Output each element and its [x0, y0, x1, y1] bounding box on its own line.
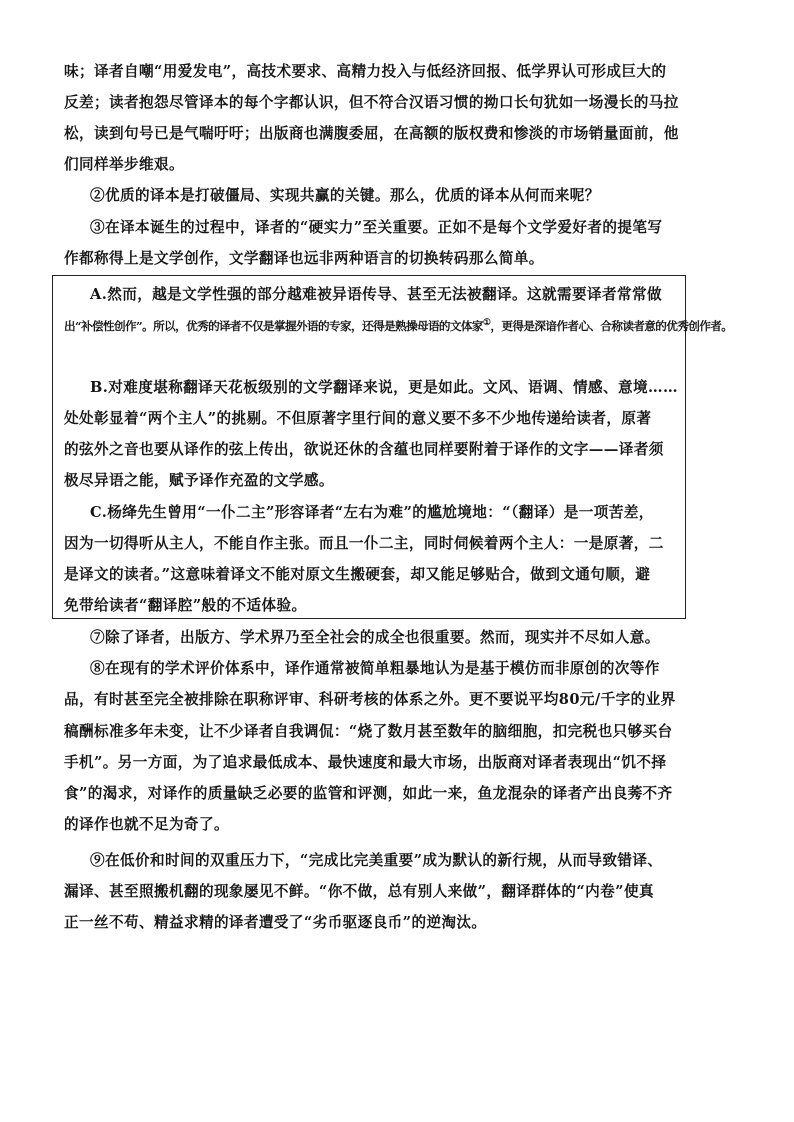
- text-segment: ，更得是深谙作者心、合称读者意的优秀创作者。: [490, 319, 733, 333]
- text-line: 味；译者自嘲“用爱发电”，高技术要求、高精力投入与低经济回报、低学界认可形成巨大的: [64, 63, 667, 80]
- text-line: 因为一切得听从主人，不能自作主张。而且一仆二主，同时伺候着两个主人：一是原著，二: [64, 535, 664, 552]
- text-line: 反差；读者抱怨尽管译本的每个字都认识，但不符合汉语习惯的拗口长句犹如一场漫长的马拉: [64, 94, 679, 111]
- text-line: 的弦外之音也要从译作的弦上传出，欲说还休的含蕴也同样要附着于译作的文字——译者须: [64, 441, 664, 458]
- text-line: ③在译本诞生的过程中，译者的“硬实力”至关重要。正如不是每个文学爱好者的提笔写: [90, 219, 663, 236]
- text-line: 漏译、甚至照搬机翻的现象屡见不鲜。“你不做，总有别人来做”，翻译群体的“内卷”使真: [64, 883, 654, 900]
- text-line: 松，读到句号已是气喘吁吁；出版商也满腹委屈，在高额的版权费和惨淡的市场销量面前，他: [64, 125, 679, 142]
- text-line: 免带给读者“翻译腔”般的不适体验。: [64, 597, 307, 614]
- text-line: 极尽异语之能，赋予译作充盈的文学感。: [64, 472, 334, 489]
- text-line: 正一丝不苟、精益求精的译者遭受了“劣币驱逐良币”的逆淘汰。: [64, 914, 487, 931]
- text-line: 的译作也就不足为奇了。: [64, 816, 229, 833]
- text-line: 处处彰显着“两个主人”的挑剔。不但原著字里行间的意义要不多不少地传递给读者，原著: [64, 410, 652, 427]
- text-line: B.对难度堪称翻译天花板级别的文学翻译来说，更是如此。文风、语调、情感、意境……: [90, 379, 678, 396]
- text-line: 手机”。另一方面，为了追求最低成本、最快速度和最大市场，出版商对译者表现出“饥不择: [64, 754, 667, 771]
- text-line: C.杨绛先生曾用“一仆二主”形容译者“左右为难”的尴尬境地：“（翻译）是一项苦差，: [90, 504, 654, 521]
- text-line: ⑨在低价和时间的双重压力下，“完成比完美重要”成为默认的新行规，从而导致错译、: [90, 852, 663, 869]
- text-line: 是译文的读者。”这意味着译文不能对原文生搬硬套，却又能足够贴合，做到文通句顺，避: [64, 566, 651, 583]
- text-line: ②优质的译本是打破僵局、实现共赢的关键。那么，优质的译本从何而来呢？: [90, 187, 600, 204]
- text-line: [64, 316, 732, 336]
- text-line: A.然而，越是文学性强的部分越难被异语传导、甚至无法被翻译。这就需要译者常常做: [90, 286, 662, 303]
- text-line: 稿酬标准多年未变，让不少译者自我调侃：“烧了数月甚至数年的脑细胞，扣完税也只够买台: [64, 723, 673, 740]
- text-line: ⑦除了译者，出版方、学术界乃至全社会的成全也很重要。然而，现实并不尽如人意。: [90, 629, 660, 646]
- footnote-marker: ①: [482, 318, 491, 329]
- text-line: 作都称得上是文学创作，文学翻译也远非两种语言的切换转码那么简单。: [64, 250, 544, 267]
- text-line: 们同样举步维艰。: [64, 156, 184, 173]
- text-line: ⑧在现有的学术评价体系中，译作通常被简单粗暴地认为是基于模仿而非原创的次等作: [90, 660, 660, 677]
- text-segment: 出“补偿性创作”。所以，优秀的译者不仅是掌握外语的专家，还得是熟操母语的文体家: [64, 319, 483, 333]
- text-line: 食”的渴求，对译作的质量缺乏必要的监管和评测，如此一来，鱼龙混杂的译者产出良莠不齐: [64, 785, 673, 802]
- text-line: 品，有时甚至完全被排除在职称评审、科研考核的体系之外。更不要说平均80元/千字的业界: [64, 691, 676, 708]
